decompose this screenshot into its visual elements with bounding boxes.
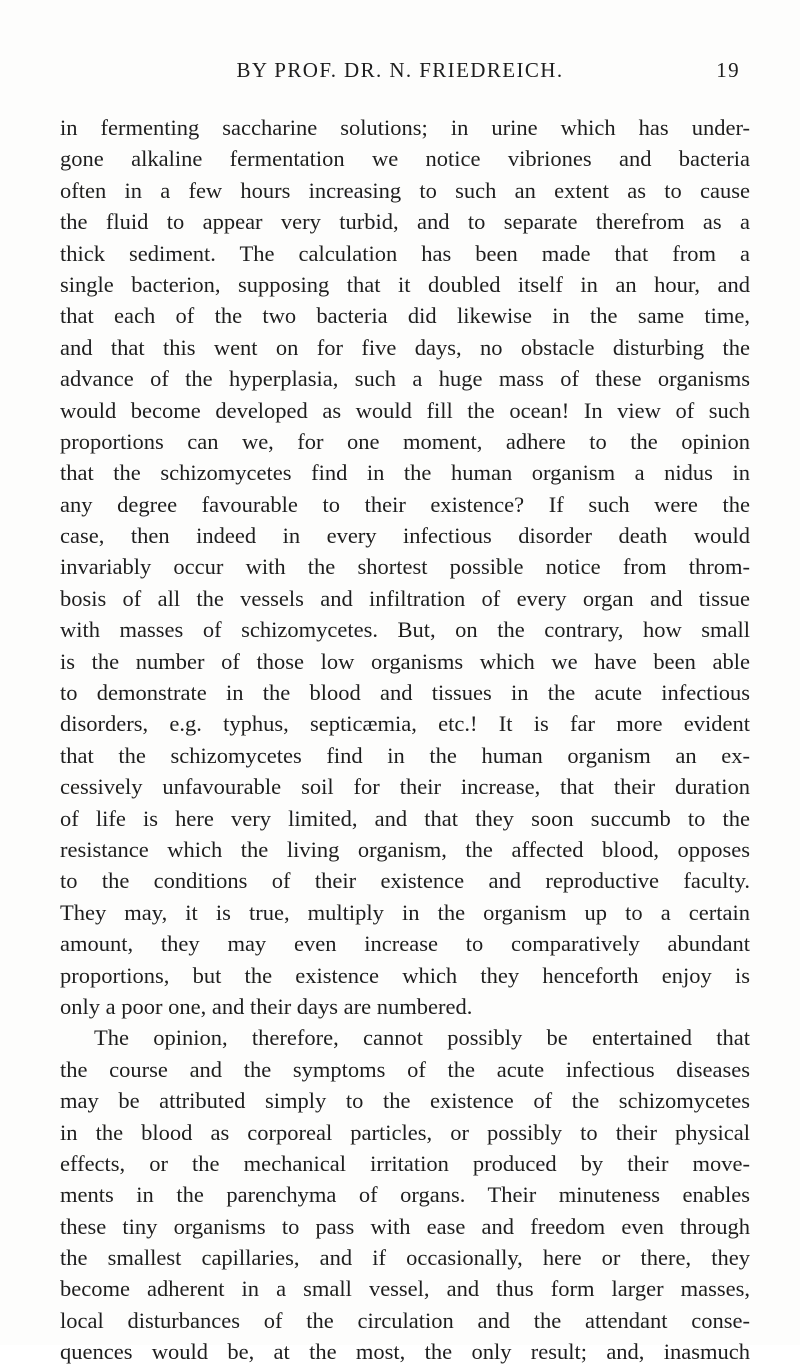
text-line: that each of the two bacteria did likewise in the same time, <box>60 303 750 329</box>
text-line: single bacterion, supposing that it doubled itself in an hour, and <box>60 271 750 297</box>
text-line: in fermenting saccharine solutions; in urine which has under- <box>60 115 750 140</box>
text-line: bosis of all the vessels and infiltration of every organ and tissue <box>60 585 750 611</box>
text-line: these tiny organisms to pass with ease and freedom even through <box>60 1213 750 1239</box>
text-line: of life is here very limited, and that they soon succumb to the <box>60 805 750 831</box>
text-line: proportions can we, for one moment, adhere to the opinion <box>60 428 750 454</box>
running-title: BY PROF. DR. N. FRIEDREICH. <box>236 58 564 82</box>
text-line: that the schizomycetes find in the human organism an ex- <box>60 742 750 768</box>
text-line: quences would be, at the most, the only result; and, inasmuch <box>60 1339 750 1365</box>
text-line: often in a few hours increasing to such an extent as to cause <box>60 177 750 203</box>
text-line: the smallest capillaries, and if occasionally, here or there, they <box>60 1245 750 1271</box>
text-line: advance of the hyperplasia, such a huge mass of these organisms <box>60 366 750 392</box>
text-line: effects, or the mechanical irritation produced by their move- <box>60 1150 750 1176</box>
text-line: that the schizomycetes find in the human organism a nidus in <box>60 460 750 486</box>
text-line: resistance which the living organism, the affected blood, opposes <box>60 836 750 862</box>
text-line: amount, they may even increase to comparatively abundant <box>60 931 750 957</box>
text-line: The opinion, therefore, cannot possibly be entertained that <box>94 1025 750 1051</box>
running-head <box>0 58 800 88</box>
text-line: local disturbances of the circulation and the attendant conse- <box>60 1307 750 1333</box>
text-line: ments in the parenchyma of organs. Their minuteness enables <box>60 1182 750 1208</box>
text-line: become adherent in a small vessel, and thus form larger masses, <box>60 1276 750 1302</box>
text-line: may be attributed simply to the existence of the schizomycetes <box>60 1088 750 1114</box>
text-line: case, then indeed in every infectious disorder death would <box>60 523 750 549</box>
page-number: 19 <box>716 58 740 82</box>
text-line: the fluid to appear very turbid, and to separate therefrom as a <box>60 209 750 235</box>
text-line: with masses of schizomycetes. But, on the contrary, how small <box>60 617 750 643</box>
text-line: invariably occur with the shortest possible notice from throm- <box>60 554 750 580</box>
text-line: cessively unfavourable soil for their increase, that their duration <box>60 774 750 800</box>
text-line: thick sediment. The calculation has been made that from a <box>60 240 750 266</box>
text-line: to demonstrate in the blood and tissues in the acute infectious <box>60 680 750 706</box>
text-line: proportions, but the existence which they henceforth enjoy is <box>60 962 750 988</box>
text-line: and that this went on for five days, no obstacle disturbing the <box>60 334 750 360</box>
text-line: in the blood as corporeal particles, or possibly to their physical <box>60 1119 750 1145</box>
text-line: to the conditions of their existence and reproductive faculty. <box>60 868 750 894</box>
text-line: They may, it is true, multiply in the organism up to a certain <box>60 899 750 925</box>
text-line: any degree favourable to their existence? If such were the <box>60 491 750 517</box>
text-line: would become developed as would fill the ocean! In view of such <box>60 397 750 423</box>
body-text <box>60 112 750 1368</box>
text-line: gone alkaline fermentation we notice vibriones and bacteria <box>60 146 750 172</box>
text-line: only a poor one, and their days are numbered. <box>60 993 473 1019</box>
text-line: is the number of those low organisms which we have been able <box>60 648 750 674</box>
text-line: disorders, e.g. typhus, septicæmia, etc.! It is far more evident <box>60 711 750 737</box>
text-line: the course and the symptoms of the acute infectious diseases <box>60 1056 750 1082</box>
